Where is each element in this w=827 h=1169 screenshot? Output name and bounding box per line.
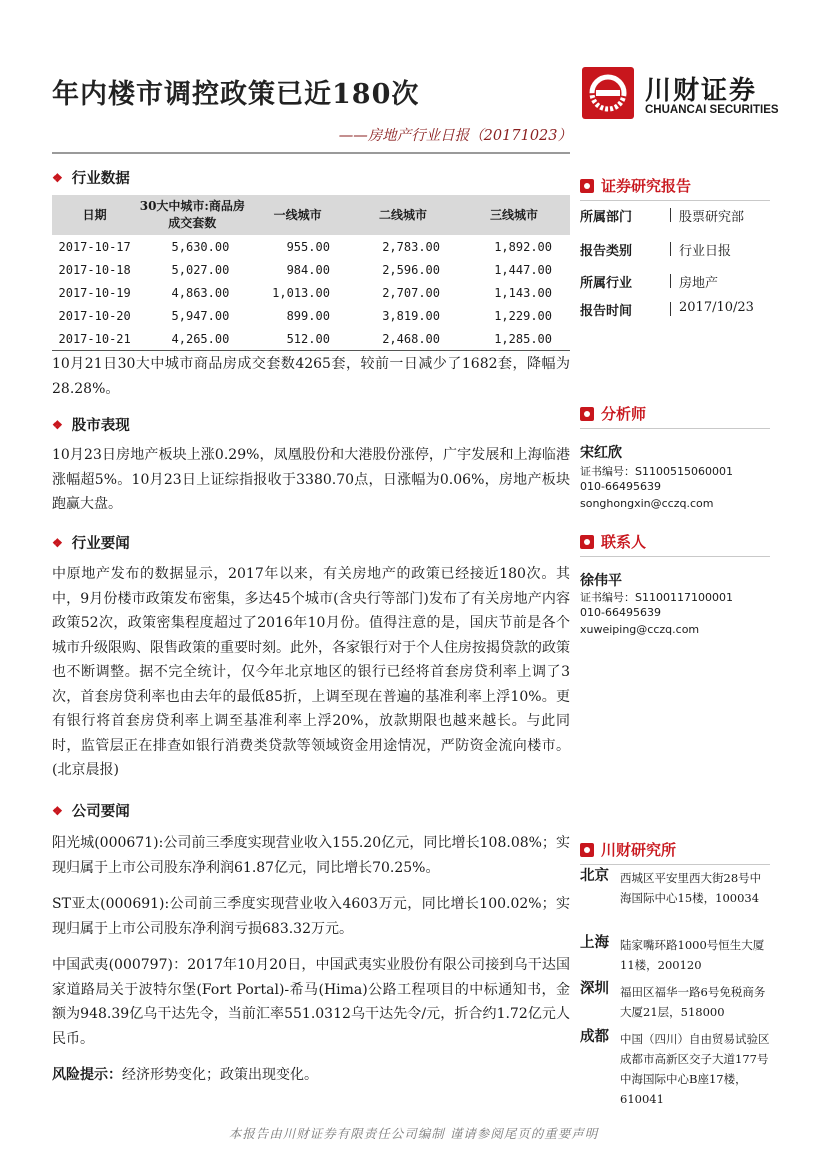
table-header-row [52,195,570,235]
office-city: 北京 [580,867,609,884]
info-key: 报告时间 [580,304,633,319]
cell-value: 1,013.00 [272,285,330,300]
analyst-email[interactable]: songhongxin@cczq.com [580,497,714,510]
info-key: 所属部门 [580,210,633,225]
cell-date: 2017-10-19 [58,285,131,300]
office-address: 中国（四川）自由贸易试验区成都市高新区交子大道177号中海国际中心B座17楼，610041 [620,1032,770,1106]
info-row-industry [580,272,718,291]
info-value: 股票研究部 [679,210,745,225]
contact-email[interactable]: xuweiping@cczq.com [580,623,700,636]
col-header: 日期 [52,195,137,235]
cell-date: 2017-10-20 [58,308,131,323]
paragraph-text: 中原地产发布的数据显示，2017年以来，有关房地产的政策已经接近180次。其中，9月份楼市政策发布密集，多达45个城市(含央行等部门)发布了有关房地产内容政策52次，政策密集程度超过了2016年10月份。值得注意的是，国庆节前是各个城市升级限购、限售政策的重要时刻。此外，各家银行对于个人住房按揭贷款的政策也不断调整。据不完全统计，仅今年北京地区的银行已经将首套房贷利率上调了3次，首套房贷利率也由去年的最低85折，上调至现在普遍的基准利率上浮10%。更有银行将首套房贷利率上调至基准利率上浮20%，放款期限也越来越长。与此同时，监管层正在排查如银行消费类贷款等领域资金用途情况，严防资金流向楼市。(北京晨报) [52,566,570,778]
info-row-date [580,300,754,319]
sidebar-analyst-header [580,403,770,429]
sidebar-title: 分析师 [601,405,647,423]
section-stock-market [52,414,130,435]
sidebar-title: 证券研究报告 [601,177,692,195]
cell-value: 955.00 [286,239,330,254]
contact-cert: 证书编号：S1100117100001 [580,591,733,604]
cell-value: 2,783.00 [382,239,440,254]
logo-text-cn: 川财证券 [645,76,758,106]
data-summary-paragraph [52,352,570,401]
office-city: 成都 [580,1028,609,1045]
logo-text-en: CHUANCAI SECURITIES [645,104,779,116]
office-address: 西城区平安里西大街28号中海国际中心15楼，100034 [620,871,762,905]
cell-value: 1,285.00 [458,327,570,351]
cell-value: 5,947.00 [171,308,230,323]
info-value: 房地产 [679,276,719,291]
paragraph-text: 10月21日30大中城市商品房成交套数4265套，较前一日减少了1682套，降幅为28.28%。 [52,356,570,397]
section-title: 股市表现 [71,417,130,434]
cell-value: 899.00 [286,308,330,323]
table-row [52,281,570,304]
cell-value: 1,229.00 [494,308,552,323]
sidebar-contact-header [580,531,770,557]
analyst-icon [580,407,594,421]
diamond-icon: ❖ [52,417,63,432]
office-city: 深圳 [580,980,609,997]
info-row-category [580,240,731,259]
sidebar-title: 联系人 [601,533,647,551]
info-value: 行业日报 [679,244,732,259]
section-title: 公司要闻 [71,803,130,820]
cell-value: 3,819.00 [382,308,440,323]
contact-name: 徐伟平 [580,573,622,589]
diamond-icon: ❖ [52,803,63,818]
cell-value: 5,630.00 [171,239,230,254]
table-row [52,327,570,351]
company-news-1 [52,831,570,880]
table-row [52,304,570,327]
page-title: 年内楼市调控政策已近180次 [52,79,420,110]
office-city: 上海 [580,934,609,951]
section-title: 行业要闻 [71,535,130,552]
col-header: 30大中城市:商品房成交套数 [137,195,247,235]
cell-value: 1,143.00 [494,285,552,300]
section-title: 行业数据 [71,170,130,187]
cell-date: 2017-10-18 [58,262,131,277]
cell-value: 4,265.00 [137,327,247,351]
institute-icon [580,843,594,857]
logo-icon [582,67,634,119]
table-row [52,235,570,258]
analyst-cert: 证书编号：S1100515060001 [580,465,733,478]
col-header: 二线城市 [348,195,458,235]
diamond-icon: ❖ [52,535,63,550]
info-value: 2017/10/23 [679,300,754,315]
sidebar-title: 川财研究所 [601,841,677,859]
contact-icon [580,535,594,549]
paragraph-text: 中国武夷(000797)：2017年10月20日，中国武夷实业股份有限公司接到乌干达国家道路局关于波特尔堡(Fort Portal)-希马(Hima)公路工程项目的中标通知书，金额为948.39亿乌干达先令，当前汇率551.0312乌干达先令/元，折合约1.72亿元人民币。 [52,957,570,1047]
analyst-name: 宋红欣 [580,445,622,461]
paragraph-text: ST亚太(000691):公司前三季度实现营业收入4603万元，同比增长100.02%；实现归属于上市公司股东净利润亏损683.32万元。 [52,896,570,937]
company-news-2 [52,892,570,941]
info-key: 所属行业 [580,276,633,291]
risk-label: 风险提示： [52,1067,122,1083]
section-industry-data [52,167,130,188]
diamond-icon: ❖ [52,170,63,185]
analyst-phone: 010-66495639 [580,480,661,493]
cell-value: 984.00 [286,262,330,277]
risk-note [52,1063,570,1088]
contact-phone: 010-66495639 [580,606,661,619]
col-header: 三线城市 [458,195,570,235]
info-key: 报告类别 [580,244,633,259]
paragraph-text: 阳光城(000671):公司前三季度实现营业收入155.20亿元，同比增长108.08%；实现归属于上市公司股东净利润61.87亿元，同比增长70.25%。 [52,835,570,876]
cell-value: 2,596.00 [382,262,440,277]
cell-value: 512.00 [247,327,348,351]
page-footer: 本报告由川财证券有限责任公司编制 谨请参阅尾页的重要声明 [228,1126,599,1141]
data-table [52,195,570,351]
cell-value: 2,707.00 [382,285,440,300]
report-subtitle: ——房地产行业日报（20171023） [338,128,572,144]
cell-value: 1,892.00 [494,239,552,254]
risk-text: 经济形势变化；政策出现变化。 [122,1067,318,1083]
stock-paragraph [52,443,570,517]
sidebar-institute-header [580,839,770,865]
news-paragraph [52,562,570,783]
report-icon [580,179,594,193]
cell-value: 2,468.00 [348,327,458,351]
company-news-3 [52,953,570,1051]
col-header: 一线城市 [247,195,348,235]
cell-value: 5,027.00 [171,262,230,277]
cell-value: 4,863.00 [171,285,230,300]
section-industry-news [52,532,130,553]
sidebar-report-header [580,175,770,201]
section-company-news [52,800,130,821]
cell-date: 2017-10-21 [52,327,137,351]
office-address: 福田区福华一路6号免税商务大厦21层，518000 [620,985,766,1019]
table-row [52,258,570,281]
header-divider [52,152,570,154]
info-row-department [580,206,744,225]
cell-date: 2017-10-17 [58,239,131,254]
cell-value: 1,447.00 [494,262,552,277]
office-address: 陆家嘴环路1000号恒生大厦11楼，200120 [620,938,765,972]
paragraph-text: 10月23日房地产板块上涨0.29%，凤凰股份和大港股份涨停，广宇发展和上海临港涨幅超5%。10月23日上证综指报收于3380.70点，日涨幅为0.06%，房地产板块跑赢大盘。 [52,447,570,512]
